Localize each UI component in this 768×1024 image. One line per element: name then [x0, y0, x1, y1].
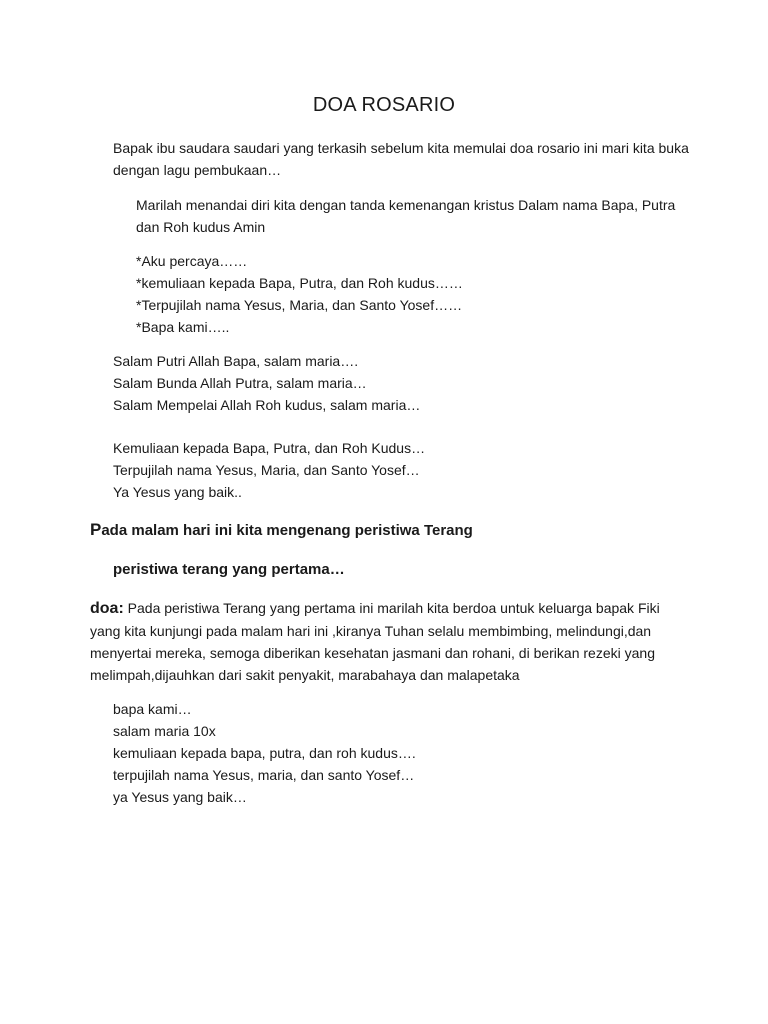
closing-line: terpujilah nama Yesus, maria, dan santo Yosef… [113, 767, 415, 783]
mystery-heading-initial: P [90, 520, 102, 539]
glory-list [113, 437, 425, 503]
document-title: DOA ROSARIO [312, 94, 456, 116]
doa-line: yang kita kunjungi pada malam hari ini ,kiranya Tuhan selalu membimbing, melindungi,dan [90, 623, 652, 639]
glory-line: Kemuliaan kepada Bapa, Putra, dan Roh Kudus… [113, 440, 426, 456]
doa-line: menyertai mereka, semoga diberikan kesehatan jasmani dan rohani, di berikan rezeki yang [90, 645, 655, 661]
intro-line: Bapak ibu saudara saudari yang terkasih sebelum kita memulai doa rosario ini mari kita buka [113, 140, 689, 156]
doa-paragraph [90, 597, 660, 686]
doa-label: doa: [90, 600, 124, 617]
opening-prayer-item: *Bapa kami….. [136, 319, 230, 335]
first-mystery-heading: peristiwa terang yang pertama… [113, 561, 345, 578]
opening-prayer-item: *kemuliaan kepada Bapa, Putra, dan Roh kudus…… [136, 275, 463, 291]
salam-line: Salam Bunda Allah Putra, salam maria… [113, 375, 367, 391]
closing-line: ya Yesus yang baik… [113, 789, 247, 805]
salam-line: Salam Putri Allah Bapa, salam maria…. [113, 353, 359, 369]
closing-line: salam maria 10x [113, 723, 216, 739]
mystery-heading-text: ada malam hari ini kita mengenang peristiwa Terang [101, 522, 473, 539]
opening-prayer-item: *Aku percaya…… [136, 253, 248, 269]
glory-line: Terpujilah nama Yesus, Maria, dan Santo Yosef… [113, 462, 420, 478]
sign-of-cross-paragraph [136, 194, 675, 238]
mystery-heading [90, 520, 473, 540]
opening-prayers-list [136, 250, 463, 338]
closing-line: kemuliaan kepada bapa, putra, dan roh kudus…. [113, 745, 416, 761]
sign-of-cross-line: Marilah menandai diri kita dengan tanda kemenangan kristus Dalam nama Bapa, Putra [136, 197, 676, 213]
closing-prayers-list [113, 698, 416, 808]
opening-prayer-item: *Terpujilah nama Yesus, Maria, dan Santo Yosef…… [136, 297, 463, 313]
intro-line: dengan lagu pembukaan… [113, 162, 282, 178]
glory-line: Ya Yesus yang baik.. [113, 484, 242, 500]
salam-line: Salam Mempelai Allah Roh kudus, salam maria… [113, 397, 421, 413]
sign-of-cross-line: dan Roh kudus Amin [136, 219, 266, 235]
doa-line: melimpah,dijauhkan dari sakit penyakit, marabahaya dan malapetaka [90, 667, 520, 683]
salam-list [113, 350, 420, 416]
intro-paragraph [113, 137, 689, 181]
doa-line: Pada peristiwa Terang yang pertama ini marilah kita berdoa untuk keluarga bapak Fiki [123, 600, 660, 616]
closing-line: bapa kami… [113, 701, 192, 717]
